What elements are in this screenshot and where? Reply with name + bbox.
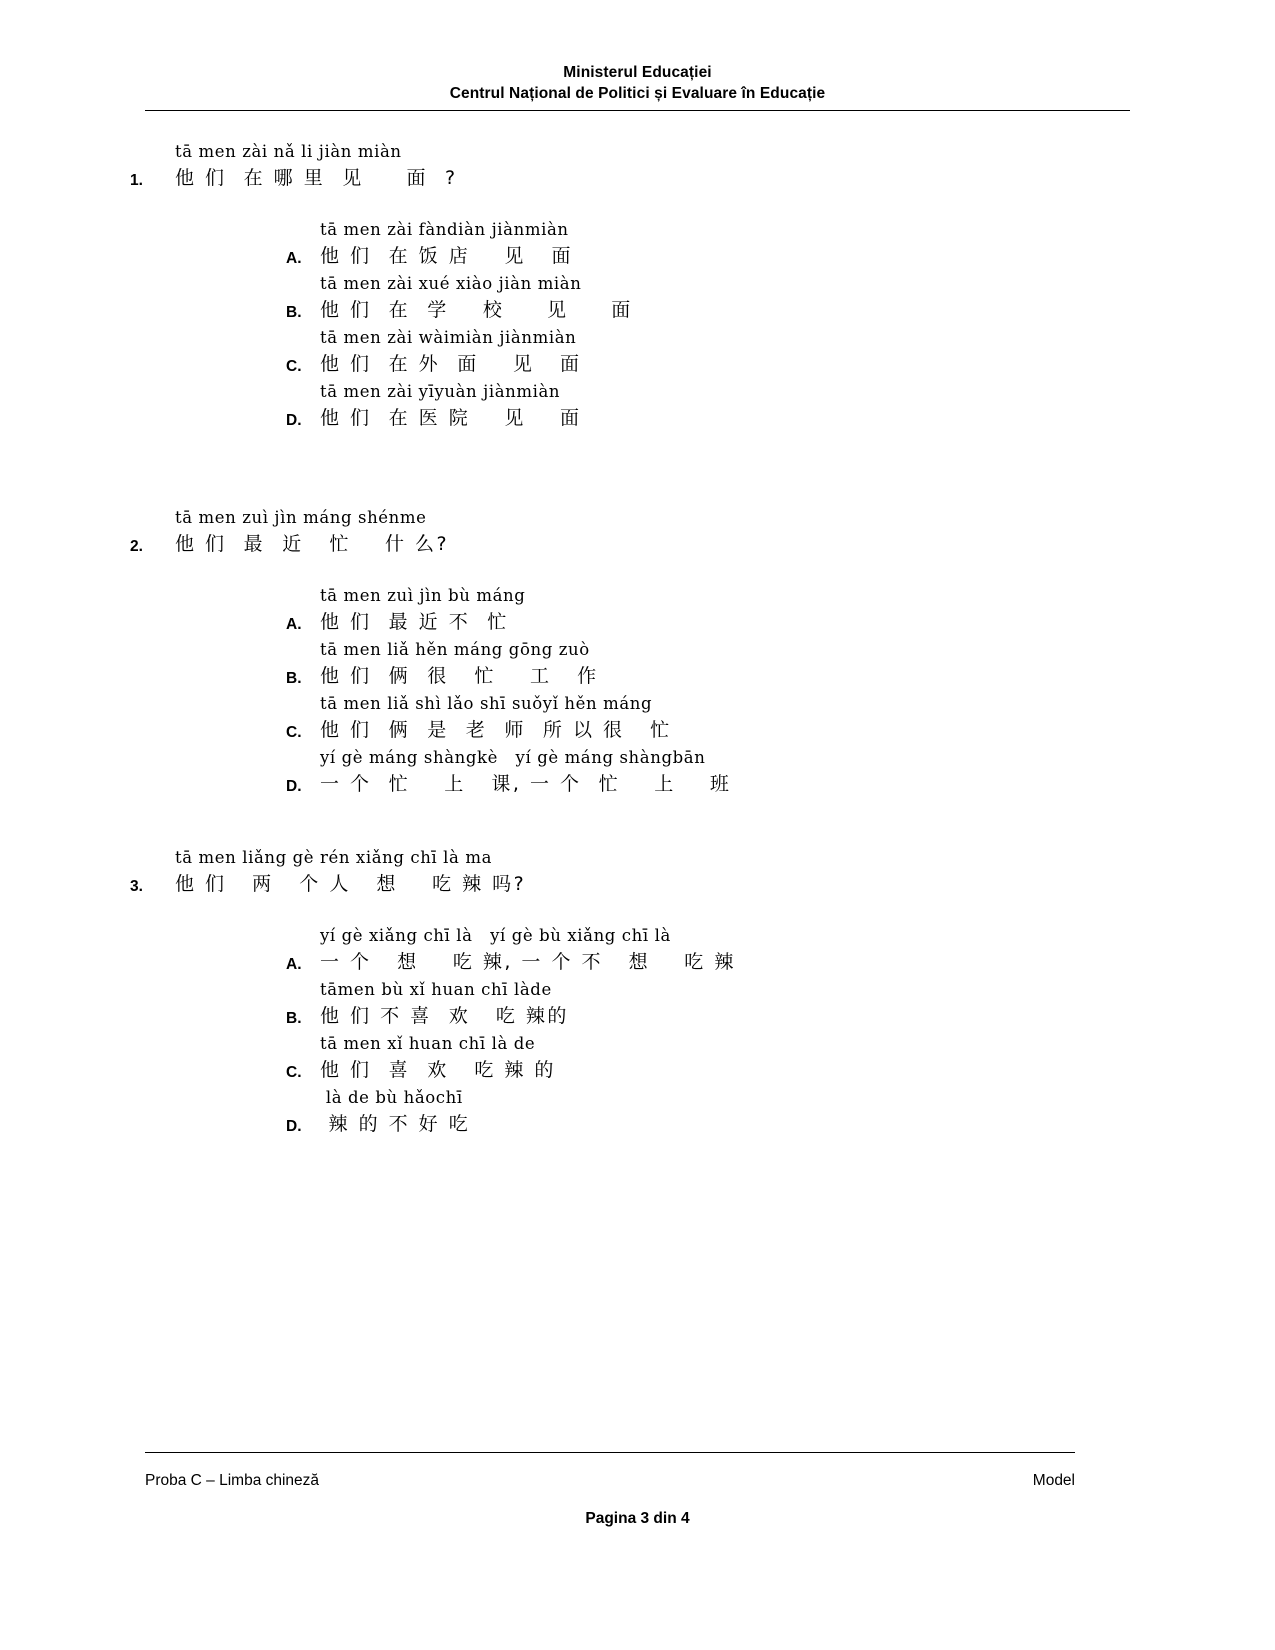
question-stem [130,846,1130,898]
choice-c[interactable] [286,692,1130,744]
stem-pinyin: tā men liǎng gè rén xiǎng chī là ma [175,848,493,867]
question-3 [130,846,1130,1138]
choice-pinyin: là de bù hǎochī [320,1088,463,1107]
choice-hanzi: 他 们 在 学 校 见 面 [320,299,633,321]
stem-pinyin: tā men zuì jìn máng shénme [175,508,427,527]
choice-pinyin: yí gè máng shàngkè yí gè máng shàngbān [320,748,706,767]
choice-label: D. [286,1118,302,1135]
choice-pinyin: tā men liǎ shì lǎo shī suǒyǐ hěn máng [320,694,653,713]
question-1 [130,140,1130,432]
choice-hanzi: 他 们 在 医 院 见 面 [320,407,582,429]
choice-label: D. [286,412,302,429]
choice-label: A. [286,956,302,973]
question-number: 3. [130,878,143,895]
question-stem [130,506,1130,558]
document-header [145,62,1130,104]
choice-label: D. [286,778,302,795]
question-number: 1. [130,172,143,189]
header-ministry: Ministerul Educației [563,64,712,81]
choice-hanzi: 一 个 忙 上 课, 一 个 忙 上 班 [320,773,732,795]
choice-b[interactable] [286,978,1130,1030]
footer-exam-label: Proba C – Limba chineză [145,1472,320,1489]
choice-pinyin: tā men zuì jìn bù máng [320,586,526,605]
choice-b[interactable] [286,272,1130,324]
choice-label: B. [286,304,302,321]
question-stem [130,140,1130,192]
footer-divider [145,1452,1075,1453]
choice-a[interactable] [286,218,1130,270]
choice-hanzi: 他 们 不 喜 欢 吃 辣的 [320,1005,569,1027]
choice-a[interactable] [286,584,1130,636]
choice-label: C. [286,358,302,375]
choice-c[interactable] [286,1032,1130,1084]
choice-hanzi: 一 个 想 吃 辣, 一 个 不 想 吃 辣 [320,951,736,973]
answer-choices [286,584,1130,798]
choice-b[interactable] [286,638,1130,690]
stem-hanzi: 他 们 最 近 忙 什 么? [175,533,450,555]
footer-page-number: Pagina 3 din 4 [585,1510,690,1527]
choice-label: B. [286,1010,302,1027]
choice-hanzi: 他 们 最 近 不 忙 [320,611,509,633]
stem-hanzi: 他 们 在 哪 里 见 面 ? [175,167,458,189]
choice-label: C. [286,724,302,741]
choice-pinyin: tā men zài xué xiào jiàn miàn [320,274,582,293]
spacer [145,800,1130,846]
choice-d[interactable] [286,380,1130,432]
spacer [145,434,1130,506]
stem-pinyin: tā men zài nǎ li jiàn miàn [175,142,402,161]
choice-d[interactable] [286,746,1130,798]
choice-pinyin: tā men zài fàndiàn jiànmiàn [320,220,569,239]
choice-hanzi: 他 们 在 外 面 见 面 [320,353,582,375]
stem-hanzi: 他 们 两 个 人 想 吃 辣 吗? [175,873,527,895]
question-2 [130,506,1130,798]
questions-container [130,140,1130,1140]
choice-pinyin: tā men liǎ hěn máng gōng zuò [320,640,590,659]
answer-choices [286,218,1130,432]
question-number: 2. [130,538,143,555]
choice-label: B. [286,670,302,687]
choice-pinyin: tā men zài yīyuàn jiànmiàn [320,382,561,401]
choice-pinyin: yí gè xiǎng chī là yí gè bù xiǎng chī là [320,926,671,945]
choice-hanzi: 他 们 喜 欢 吃 辣 的 [320,1059,556,1081]
choice-c[interactable] [286,326,1130,378]
choice-hanzi: 辣 的 不 好 吃 [320,1113,471,1135]
choice-hanzi: 他 们 俩 很 忙 工 作 [320,665,599,687]
header-divider [145,110,1130,111]
footer-model-label: Model [1032,1472,1075,1489]
header-center: Centrul Național de Politici și Evaluare în Educație [449,85,826,102]
choice-hanzi: 他 们 在 饭 店 见 面 [320,245,573,267]
choice-pinyin: tāmen bù xǐ huan chī làde [320,980,552,999]
choice-hanzi: 他 们 俩 是 老 师 所 以 很 忙 [320,719,672,741]
choice-a[interactable] [286,924,1130,976]
answer-choices [286,924,1130,1138]
choice-d[interactable] [286,1086,1130,1138]
choice-pinyin: tā men zài wàimiàn jiànmiàn [320,328,577,347]
choice-label: A. [286,250,302,267]
choice-label: C. [286,1064,302,1081]
choice-pinyin: tā men xǐ huan chī là de [320,1034,536,1053]
choice-label: A. [286,616,302,633]
